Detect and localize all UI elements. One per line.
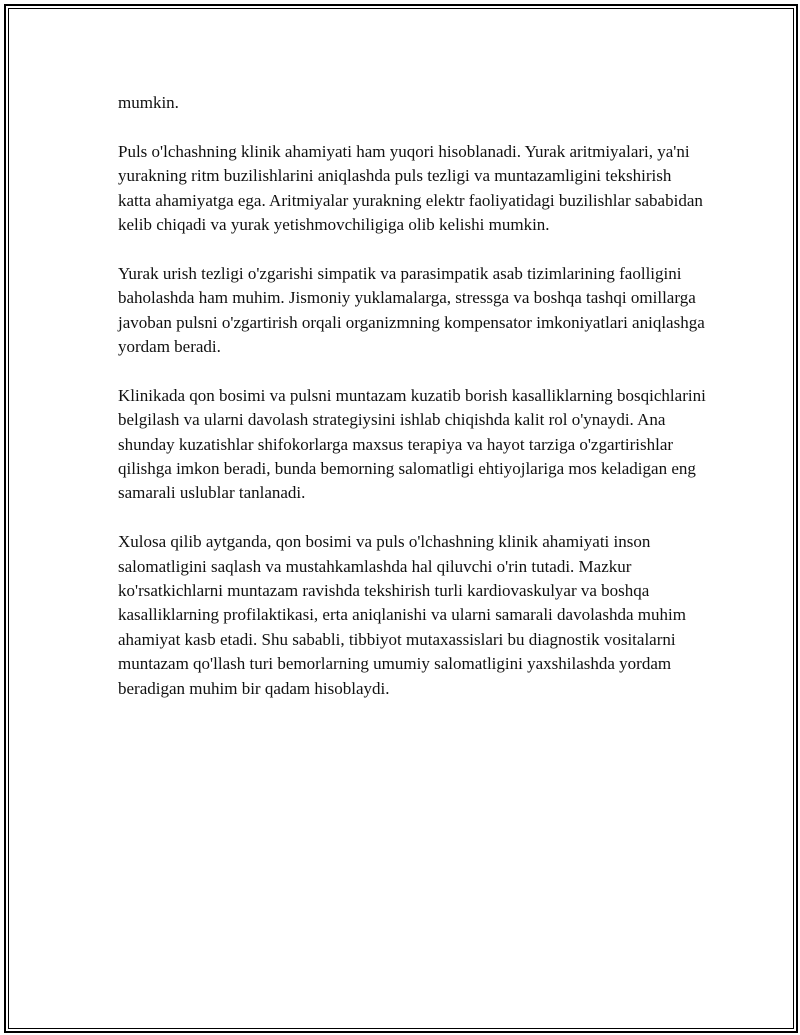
paragraph-continuation: mumkin. — [118, 93, 179, 112]
paragraph-conclusion: Xulosa qilib aytganda, qon bosimi va puls o'lchashning klinik ahamiyati inson salomatligini saqlash va mustahkamlashda hal qiluvchi o'rin tutadi. Mazkur ko'rsatkichlarni muntazam ravishda tekshirish turli kardiovaskulyar va boshqa kasalliklarning profilaktikasi, erta aniqlanishi va ularni samarali davolashda muhim ahamiyat kasb etadi. Shu sababli, tibbiyot mutaxassislari bu diagnostik vositalarni muntazam qo'llash turi bemorlarning umumiy salomatligini yaxshilashda yordam beradigan muhim bir qadam hisoblaydi. — [118, 532, 686, 698]
paragraph-clinical-monitoring: Klinikada qon bosimi va pulsni muntazam kuzatib borish kasalliklarning bosqichlarini belgilash va ularni davolash strategiysini ishlab chiqishda kalit rol o'ynaydi. Ana shunday kuzatishlar shifokorlarga maxsus terapiya va hayot tarziga o'zgartirishlar qilishga imkon beradi, bunda bemorning salomatligi ehtiyojlariga mos keladigan eng samarali uslublar tanlanadi. — [118, 385, 706, 503]
document-body — [118, 91, 708, 725]
paragraph-heart-rate-variability: Yurak urish tezligi o'zgarishi simpatik va parasimpatik asab tizimlarining faolligini baholashda ham muhim. Jismoniy yuklamalarga, stressga va boshqa tashqi omillarga javoban pulsni o'zgartirish orqali organizmning kompensator imkoniyatlari aniqlashga yordam beradi. — [118, 263, 705, 357]
document-page — [4, 4, 798, 1033]
paragraph-pulse-clinical-significance: Puls o'lchashning klinik ahamiyati ham yuqori hisoblanadi. Yurak aritmiyalari, ya'ni yurakning ritm buzilishlarini aniqlashda puls tezligi va muntazamligini tekshirish katta ahamiyatga ega. Aritmiyalar yurakning elektr faoliyatidagi buzilishlar sababidan kelib chiqadi va yurak yetishmovchiligiga olib kelishi mumkin. — [118, 141, 703, 235]
